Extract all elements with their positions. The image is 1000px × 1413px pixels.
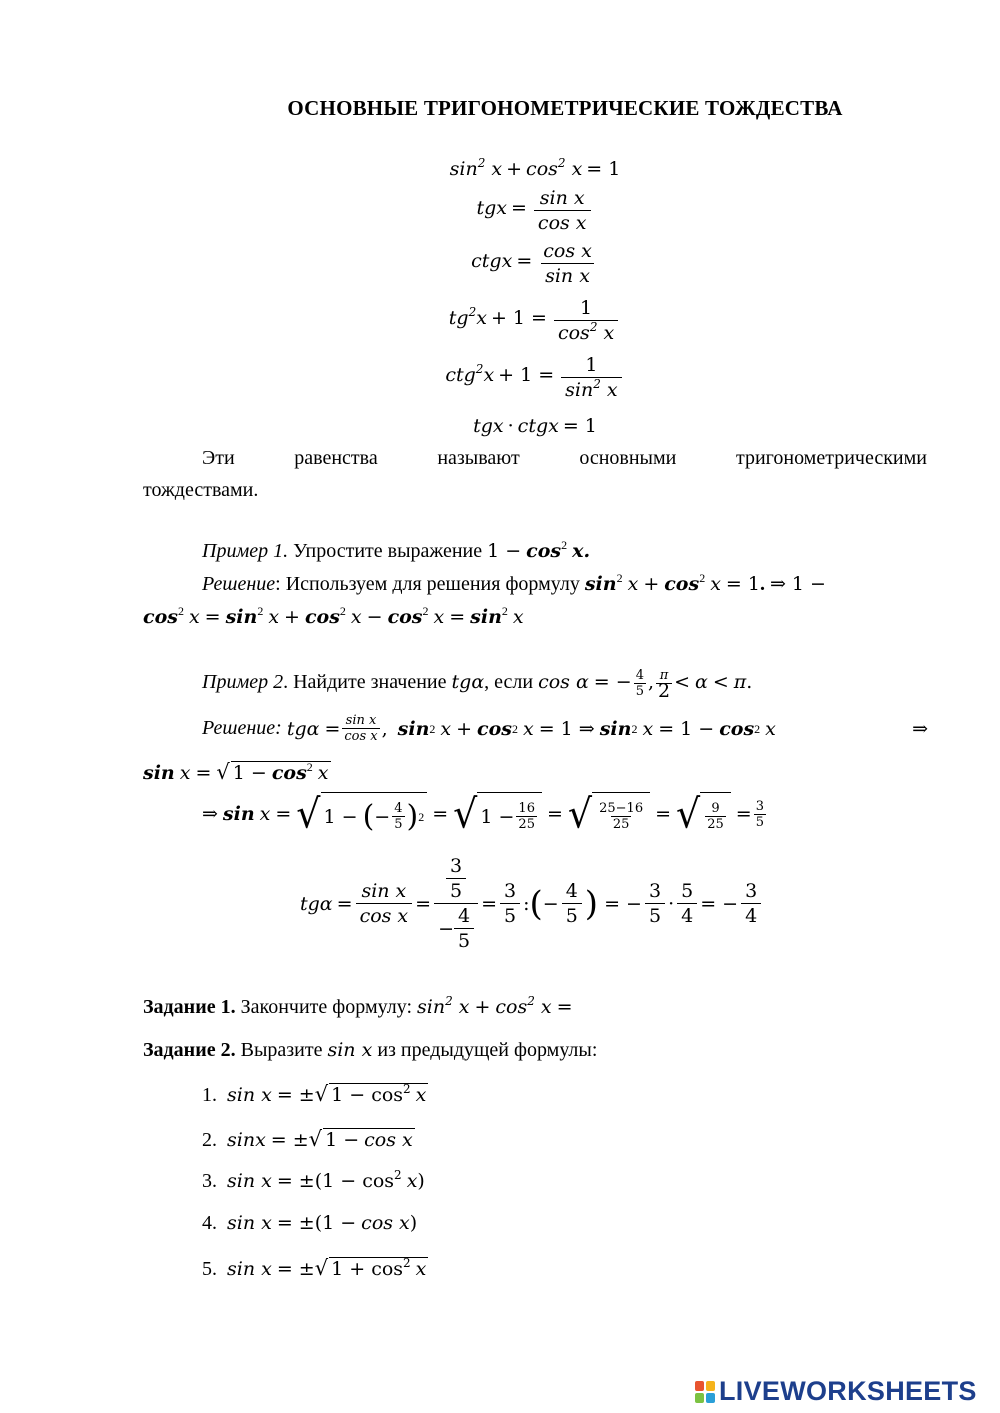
task1-text: Закончите формулу: bbox=[240, 996, 412, 1018]
example1-solution-text: : Используем для решения формулу bbox=[275, 573, 580, 595]
answer-option-4[interactable]: 4. sin x = ±(1 − cos x) bbox=[202, 1212, 418, 1234]
intro-paragraph: Эти равенства называют основными тригонометрическими bbox=[202, 447, 927, 469]
option-number: 5. bbox=[202, 1258, 217, 1280]
logo-square-icon bbox=[695, 1381, 704, 1391]
example2-sqrt-formula: sin x = √ $1 - \cos^2 x$ bbox=[143, 760, 329, 784]
example1-task: Упростите выражение bbox=[293, 540, 483, 562]
example2-sin-calc: ⇒ sin x = √ 1 − ( − $\frac{4}{5}$ ) 2 = √ 1 − $\frac{16}{25}$ = √ $\frac{25-16}{25}$ = √ $\frac{9}{25}$ = $\frac{3}{5}$ bbox=[202, 790, 764, 838]
identity-pythagorean: $\sin^2 x + \cos^2 x = 1$ bbox=[449, 156, 621, 180]
answer-option-2[interactable]: 2. sinx = ±√ 1 − cos x bbox=[202, 1127, 413, 1151]
option-number: 2. bbox=[202, 1129, 217, 1151]
identity-tg-ctg: tgx · ctgx = 1 bbox=[473, 415, 597, 437]
example1-solution-cont: $\cos^2 x = \sin^2 x + \cos^2 x - \cos^2 x = \sin^2 x$ bbox=[143, 604, 524, 628]
option-number: 4. bbox=[202, 1212, 217, 1234]
example1-statement: Пример 1. Упростите выражение $1 - \cos^2 x$. bbox=[202, 538, 591, 562]
example1-solution: Решение: Используем для решения формулу $\sin^2 x + \cos^2 x = 1$. ⇒ 1 − bbox=[202, 571, 826, 595]
page-title: ОСНОВНЫЕ ТРИГОНОМЕТРИЧЕСКИЕ ТОЖДЕСТВА bbox=[287, 96, 843, 120]
identity-ctg: ctgx = $\frac{\text{cos x}}{\text{sin x}}$ bbox=[0, 240, 1000, 287]
task2-text2: из предыдущей формулы: bbox=[377, 1039, 598, 1061]
identity-ctg-squared: ctg$^2$x + 1 = $\frac{1}{\sin^2 x}$ bbox=[0, 354, 1000, 401]
task1: Задание 1. Закончите формулу: $\sin^2 x + \cos^2 x$ = bbox=[143, 994, 573, 1018]
intro-paragraph-end: тождествами. bbox=[143, 479, 259, 501]
example2-statement: Пример 2. Найдите значение tgα, если cos α = − $\frac{4}{5}$ , $\frac{\pi}{2}$ < α < π. bbox=[202, 668, 753, 702]
example2-solution: Решение: tgα = $\frac{\text{sin x}}{\text{cos x}}$ , sin 2 x + cos 2 x = 1 ⇒ sin 2 x = 1 − cos 2 x ⇒ bbox=[202, 713, 928, 744]
answer-option-3[interactable]: 3. $\sin x = \pm(1 - \cos^2 x)$ bbox=[202, 1168, 425, 1192]
example2-tg-calc: tgα = $\frac{\text{sin x}}{\text{cos x}}$ = $\frac{3}{5}$ − $\frac{4}{5}$ = $\frac{3}{5}$ : ( − $\frac{4}{5}$ ) = − $\frac{3}{5}$ · $\frac{5}{4}$ = − $\frac{3}{4}$ bbox=[300, 855, 764, 952]
logo-square-icon bbox=[695, 1393, 704, 1403]
example2-if: , если bbox=[484, 671, 534, 694]
identity-tg-squared: $tg^2x + 1$ = $\frac{1}{\cos^2 x}$ bbox=[0, 297, 1000, 344]
task2-text: Выразите bbox=[240, 1039, 323, 1061]
option-number: 1. bbox=[202, 1084, 217, 1106]
answer-option-1[interactable]: 1. sin x = ±√ $1 - \cos^2 x$ bbox=[202, 1082, 427, 1106]
task2-label: Задание 2. bbox=[143, 1039, 236, 1061]
task2: Задание 2. Выразите sin x из предыдущей формулы: bbox=[143, 1039, 598, 1061]
example1-label: Пример 1. bbox=[202, 540, 289, 562]
identity-tg: tgx = $\frac{\text{sin x}}{\text{cos x}}$ bbox=[0, 187, 1000, 234]
option-number: 3. bbox=[202, 1170, 217, 1192]
logo-square-icon bbox=[706, 1381, 715, 1391]
logo-square-icon bbox=[706, 1393, 715, 1403]
example2-solution-label: Решение: bbox=[202, 717, 282, 739]
liveworksheets-logo bbox=[695, 1376, 977, 1407]
logo-mark-icon bbox=[695, 1381, 715, 1403]
example2-label: Пример 2 bbox=[202, 671, 284, 694]
answer-option-5[interactable]: 5. sin x = ±√ $1 + \cos^2 x$ bbox=[202, 1256, 427, 1280]
logo-text: LIVEWORKSHEETS bbox=[719, 1376, 977, 1406]
example2-task: . Найдите значение bbox=[283, 671, 447, 694]
task1-label: Задание 1. bbox=[143, 996, 236, 1018]
example1-solution-label: Решение bbox=[202, 573, 276, 595]
